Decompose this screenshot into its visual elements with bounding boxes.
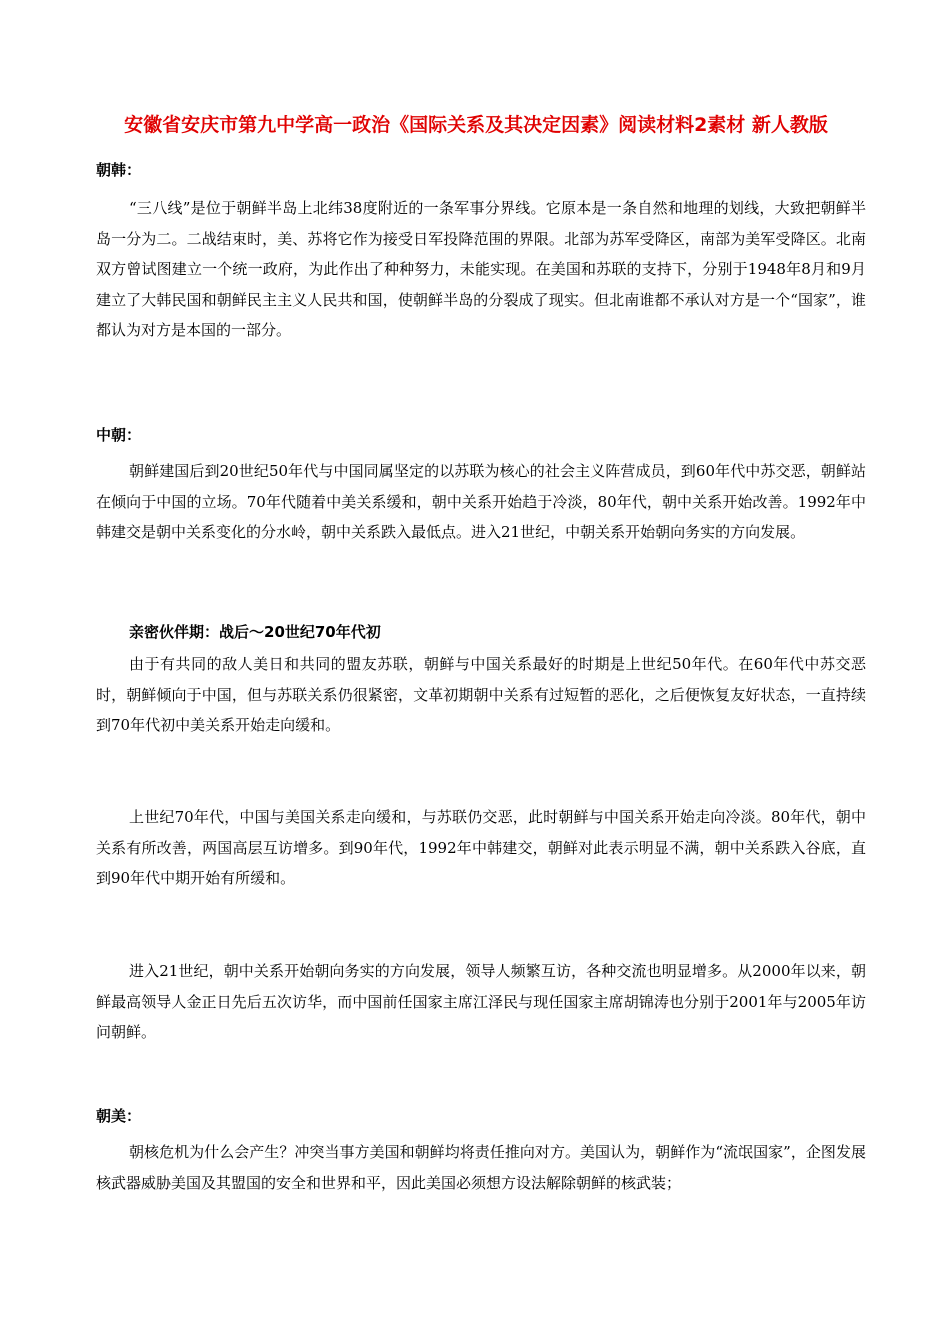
section-heading-usa: 朝美： <box>96 1107 142 1125</box>
section-heading-china: 中朝： <box>96 426 142 444</box>
subheading-close-partners: 亲密伙伴期：战后～20世纪70年代初 <box>129 623 381 641</box>
document-title: 安徽省安庆市第九中学高一政治《国际关系及其决定因素》阅读材料2素材 新人教版 <box>124 114 828 136</box>
paragraph-usa: 朝核危机为什么会产生？冲突当事方美国和朝鲜均将责任推向对方。美国认为，朝鲜作为“流氓国家”，企图发展核武器威胁美国及其盟国的安全和世界和平，因此美国必须想方设法解除朝鲜的核武装； <box>96 1143 866 1192</box>
paragraph-korea: “三八线”是位于朝鲜半岛上北纬38度附近的一条军事分界线。它原本是一条自然和地理的划线，大致把朝鲜半岛一分为二。二战结束时，美、苏将它作为接受日军投降范围的界限。北部为苏军受降区，南部为美军受降区。北南双方曾试图建立一个统一政府，为此作出了种种努力，未能实现。在美国和苏联的支持下，分别于1948年8月和9月建立了大韩民国和朝鲜民主主义人民共和国，使朝鲜半岛的分裂成了现实。但北南谁都不承认对方是一个“国家”，谁都认为对方是本国的一部分。 <box>96 199 866 339</box>
paragraph-china-overview: 朝鲜建国后到20世纪50年代与中国同属坚定的以苏联为核心的社会主义阵营成员，到60年代中苏交恶，朝鲜站在倾向于中国的立场。70年代随着中美关系缓和，朝中关系开始趋于冷淡，80年代，朝中关系开始改善。1992年中韩建交是朝中关系变化的分水岭，朝中关系跌入最低点。进入21世纪，中朝关系开始朝向务实的方向发展。 <box>96 462 866 541</box>
paragraph-china-1970s-1990s: 上世纪70年代，中国与美国关系走向缓和，与苏联仍交恶，此时朝鲜与中国关系开始走向冷淡。80年代，朝中关系有所改善，两国高层互访增多。到90年代，1992年中韩建交，朝鲜对此表示明显不满，朝中关系跌入谷底，直到90年代中期开始有所缓和。 <box>96 808 866 887</box>
paragraph-china-close-partners: 由于有共同的敌人美日和共同的盟友苏联，朝鲜与中国关系最好的时期是上世纪50年代。在60年代中苏交恶时，朝鲜倾向于中国，但与苏联关系仍很紧密，文革初期朝中关系有过短暂的恶化，之后便恢复友好状态，一直持续到70年代初中美关系开始走向缓和。 <box>96 655 866 734</box>
paragraph-china-21st-century: 进入21世纪，朝中关系开始朝向务实的方向发展，领导人频繁互访，各种交流也明显增多。从2000年以来，朝鲜最高领导人金正日先后五次访华，而中国前任国家主席江泽民与现任国家主席胡锦涛也分别于2001年与2005年访问朝鲜。 <box>96 962 866 1041</box>
section-heading-korea: 朝韩： <box>96 161 142 179</box>
